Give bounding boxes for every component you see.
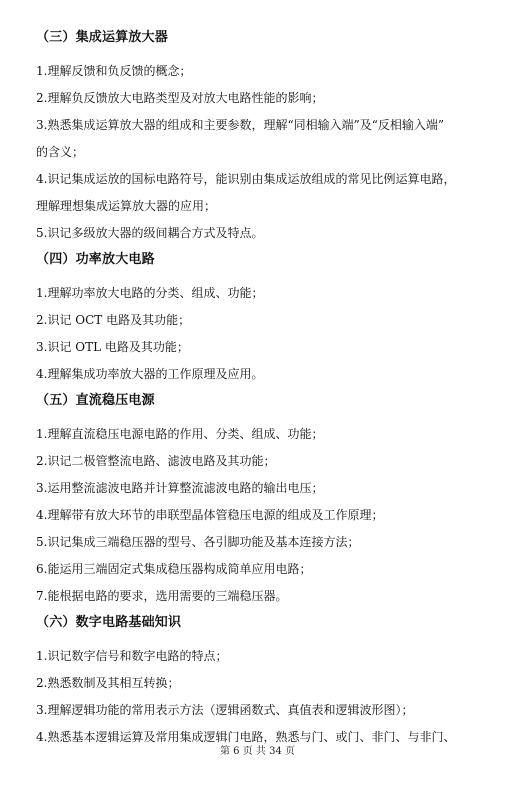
list-item: 6.能运用三端固定式集成稳压器构成简单应用电路； xyxy=(36,562,312,576)
section-6 xyxy=(36,610,486,751)
list-item: 3.运用整流滤波电路并计算整流滤波电路的输出电压； xyxy=(36,481,324,495)
list-item: 7.能根据电路的要求，选用需要的三端稳压器。 xyxy=(36,589,288,603)
list-item: 4.熟悉基本逻辑运算及常用集成逻辑门电路，熟悉与门、或门、非门、与非门、 xyxy=(36,730,456,744)
list-item: 4.理解集成功率放大器的工作原理及应用。 xyxy=(36,367,264,381)
list-item: 3.理解逻辑功能的常用表示方法（逻辑函数式、真值表和逻辑波形图）； xyxy=(36,703,414,717)
list-item: 3.熟悉集成运算放大器的组成和主要参数，理解“同相输入端”及“反相输入端” xyxy=(36,118,444,132)
section-heading: （五）直流稳压电源 xyxy=(36,393,155,408)
section-4 xyxy=(36,247,486,388)
list-item-continuation: 的含义； xyxy=(36,145,85,159)
list-item: 1.理解功率放大电路的分类、组成、功能； xyxy=(36,286,264,300)
list-item: 2.理解负反馈放大电路类型及对放大电路性能的影响； xyxy=(36,91,324,105)
section-3 xyxy=(36,28,486,247)
list-item: 4.理解带有放大环节的串联型晶体管稳压电源的组成及工作原理； xyxy=(36,508,384,522)
section-heading: （三）集成运算放大器 xyxy=(36,30,169,45)
section-heading: （六）数字电路基础知识 xyxy=(36,615,182,630)
list-item: 2.熟悉数制及其相互转换； xyxy=(36,676,180,690)
list-item: 1.理解反馈和负反馈的概念； xyxy=(36,64,192,78)
section-heading: （四）功率放大电路 xyxy=(36,252,155,267)
page-content xyxy=(36,28,486,751)
list-item: 2.识记二极管整流电路、滤波电路及其功能； xyxy=(36,454,276,468)
list-item-continuation: 理解理想集成运算放大器的应用； xyxy=(36,199,217,213)
list-item: 1.理解直流稳压电源电路的作用、分类、组成、功能； xyxy=(36,427,324,441)
list-item: 5.识记集成三端稳压器的型号、各引脚功能及基本连接方法； xyxy=(36,535,360,549)
list-item: 1.识记数字信号和数字电路的特点； xyxy=(36,649,228,663)
section-5 xyxy=(36,388,486,610)
list-item: 5.识记多级放大器的级间耦合方式及特点。 xyxy=(36,226,264,240)
list-item: 3.识记 OTL 电路及其功能； xyxy=(36,340,189,354)
page-number-footer: 第 6 页 共 34 页 xyxy=(220,746,295,757)
list-item: 4.识记集成运放的国标电路符号，能识别由集成运放组成的常见比例运算电路， xyxy=(36,172,456,186)
list-item: 2.识记 OCT 电路及其功能； xyxy=(36,313,191,327)
